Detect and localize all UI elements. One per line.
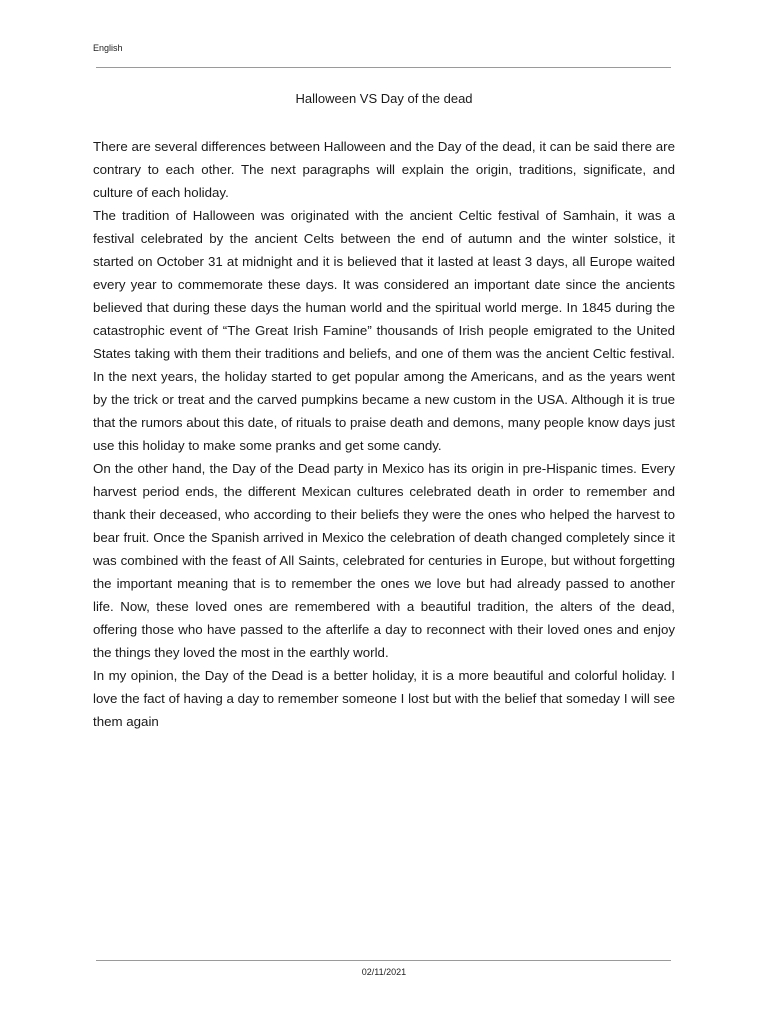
paragraph-halloween: The tradition of Halloween was originated with the ancient Celtic festival of Samhain, it was a festival celebrated by the ancient Celts between the end of autumn and the winter solstice, it started on October 31 at midnight and it is believed that it lasted at least 3 days, all Europe waited every year to commemorate these days. It was considered an important date since the ancients believed that during these days the human world and the spiritual world merge. In 1845 during the catastrophic event of “The Great Irish Famine” thousands of Irish people emigrated to the United States taking with them their traditions and beliefs, and one of them was the ancient Celtic festival. In the next years, the holiday started to get popular among the Americans, and as the years went by the trick or treat and the carved pumpkins became a new custom in the USA. Although it is true that the rumors about this date, of rituals to praise death and demons, many people know days just use this holiday to make some pranks and get some candy.: [93, 208, 675, 453]
paragraph-day-of-the-dead: On the other hand, the Day of the Dead party in Mexico has its origin in pre-Hispanic times. Every harvest period ends, the different Mexican cultures celebrated death in order to remember and thank their deceased, who according to their beliefs they were the ones who helped the harvest to bear fruit. Once the Spanish arrived in Mexico the celebration of death changed completely since it was combined with the feast of All Saints, celebrated for centuries in Europe, but without forgetting the important meaning that is to remember the ones we love but had already passed to another life. Now, these loved ones are remembered with a beautiful tradition, the alters of the dead, offering those who have passed to the afterlife a day to reconnect with their loved ones and enjoy the things they loved the most in the earthly world.: [93, 461, 675, 660]
paragraph-intro: There are several differences between Halloween and the Day of the dead, it can be said there are contrary to each other. The next paragraphs will explain the origin, traditions, significate, and culture of each holiday.: [93, 139, 675, 200]
footer-divider: [96, 960, 671, 961]
header-language: English: [93, 43, 123, 53]
document-title: Halloween VS Day of the dead: [295, 91, 473, 106]
header-divider: [96, 67, 671, 68]
paragraph-opinion: In my opinion, the Day of the Dead is a better holiday, it is a more beautiful and colorful holiday. I love the fact of having a day to remember someone I lost but with the belief that someday I will see them again: [93, 668, 675, 729]
footer-date: 02/11/2021: [361, 967, 407, 977]
document-body: [93, 135, 675, 733]
